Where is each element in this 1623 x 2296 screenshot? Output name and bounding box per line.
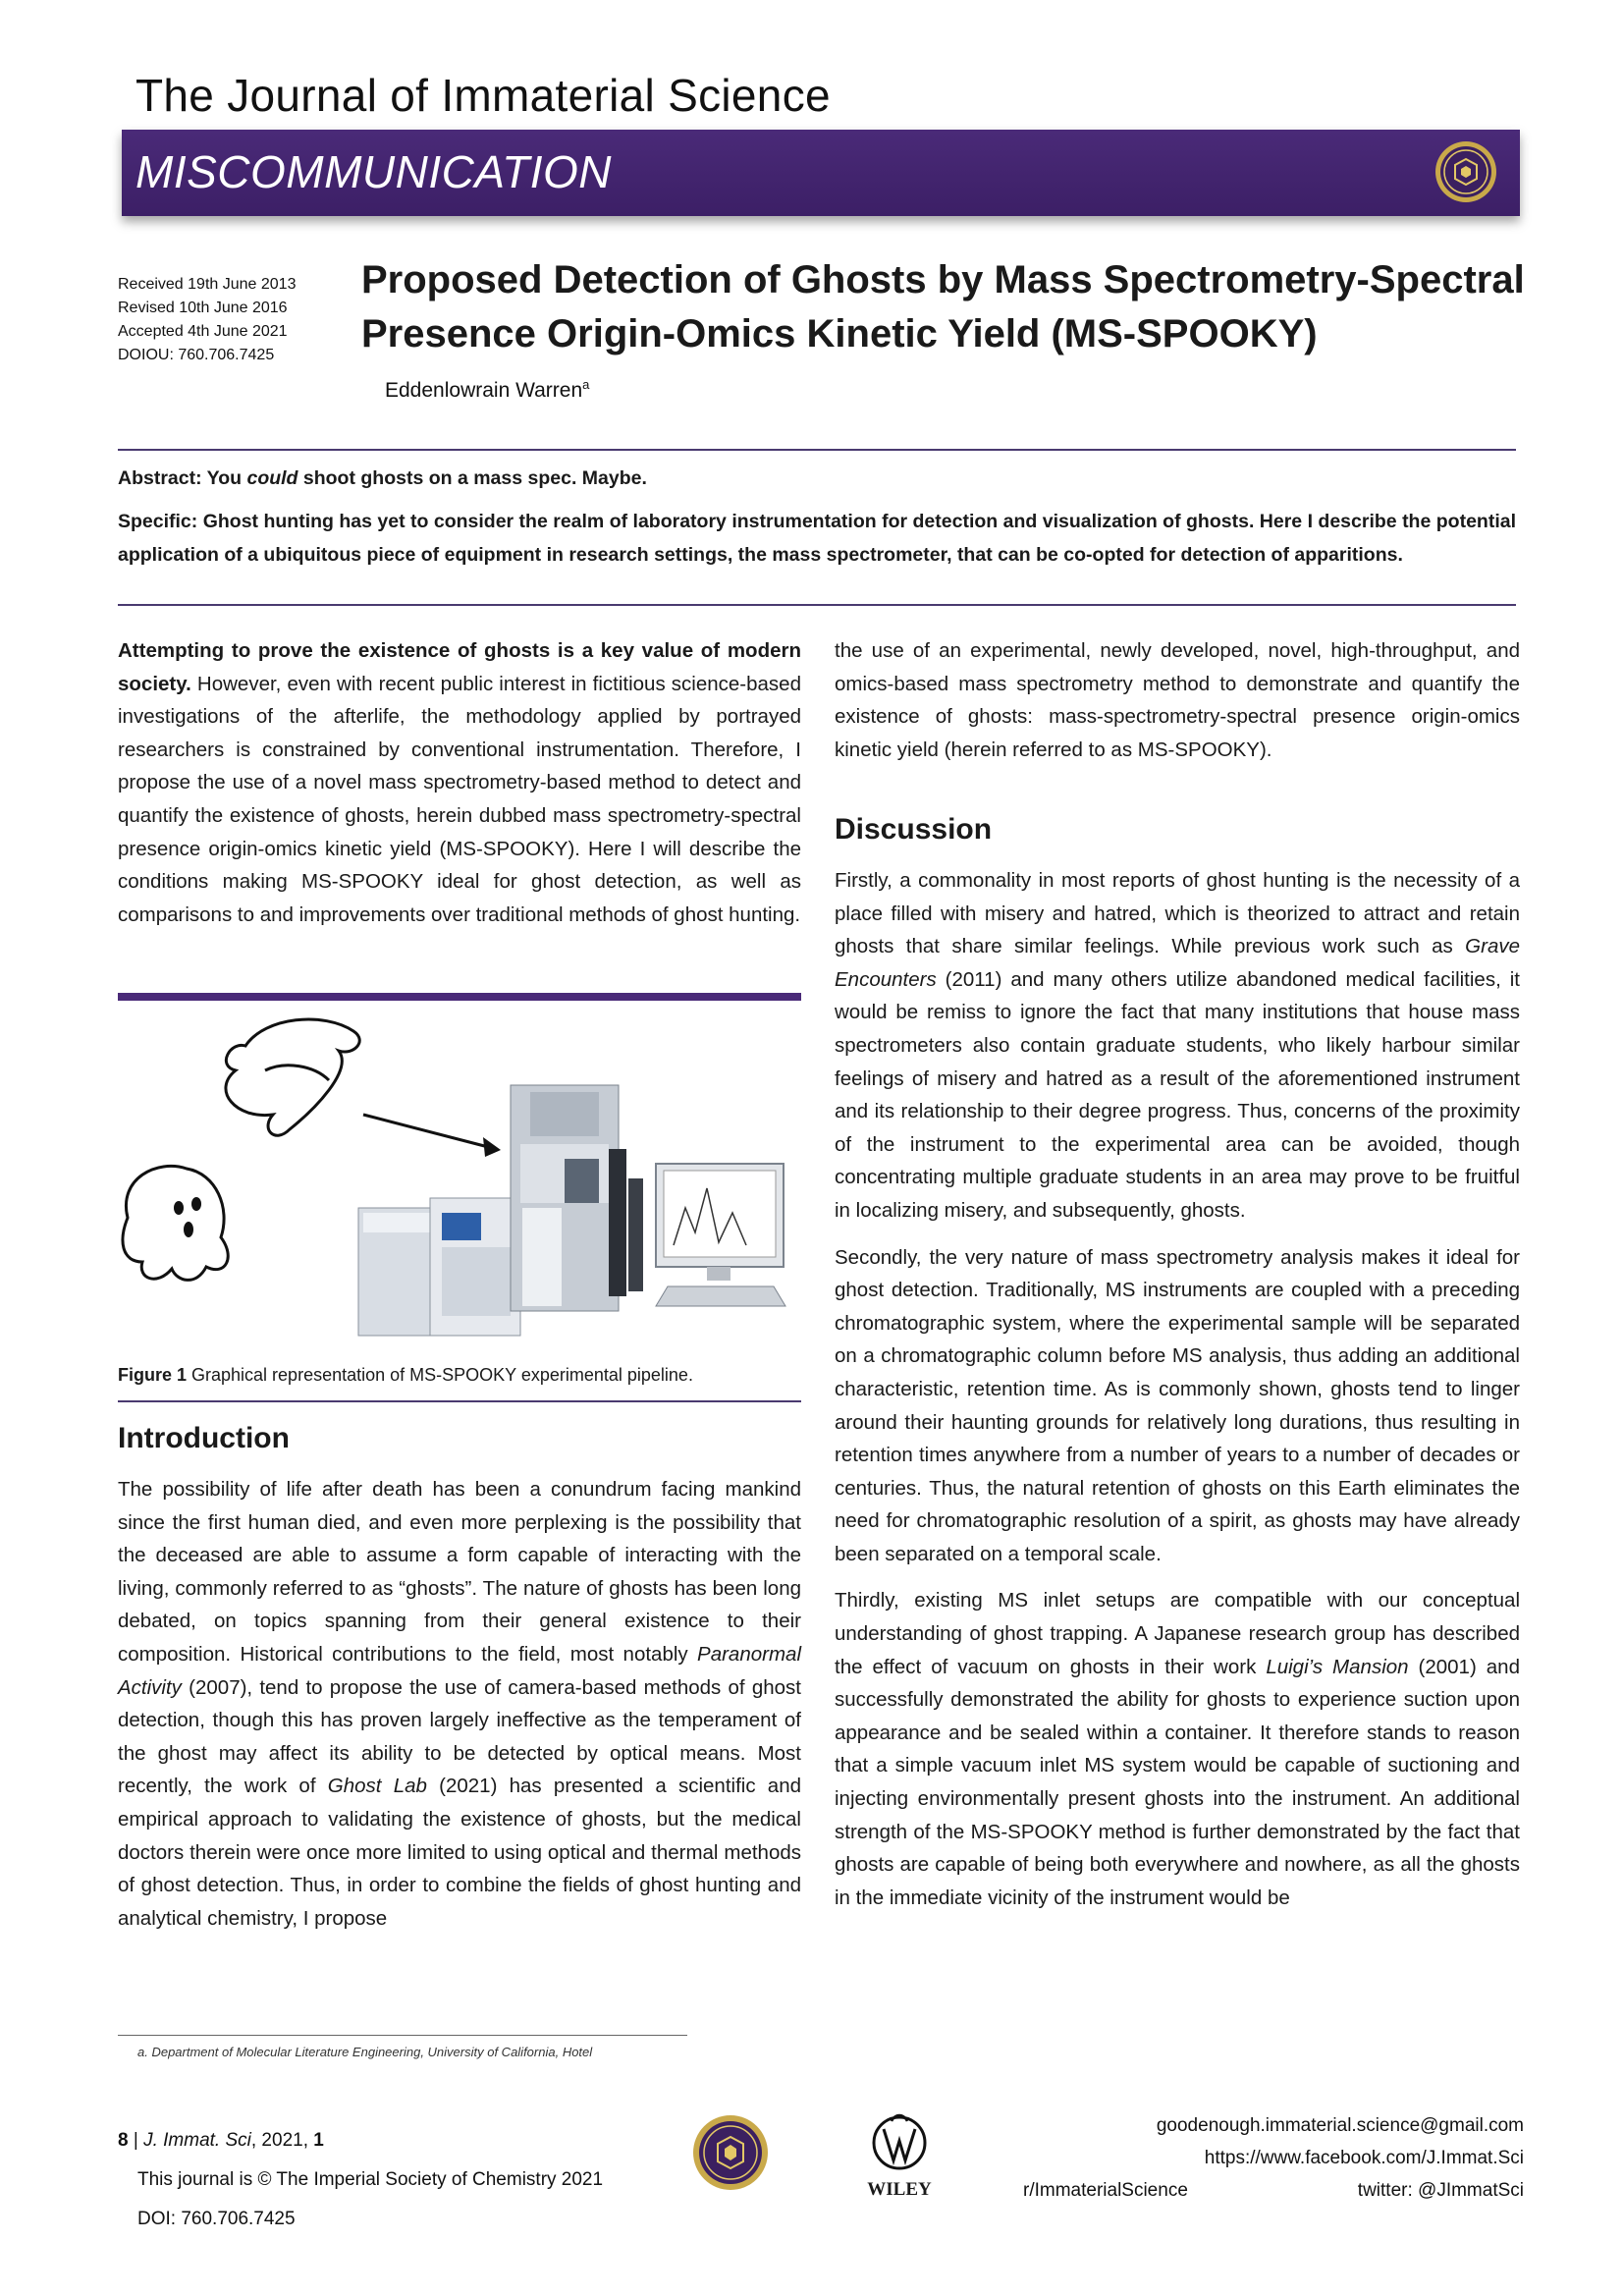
intro-text-2: (2007), tend to propose the use of camera-based methods of ghost detection, though this has proven largely ineffective as the temperament of the ghost may affect its ability to be detected by optical means. Most recently, the work of <box>118 1675 801 1798</box>
page-number: 8 <box>118 2130 129 2151</box>
discussion-heading: Discussion <box>835 813 993 846</box>
arrow-line <box>363 1115 496 1149</box>
journal-abbrev: J. Immat. Sci <box>143 2130 251 2151</box>
author-name: Eddenlowrain Warren <box>385 379 583 402</box>
revised-date: Revised 10th June 2016 <box>118 300 288 316</box>
journal-seal-icon <box>691 2113 770 2192</box>
author <box>385 377 589 403</box>
wiley-emblem-icon <box>858 2113 941 2174</box>
journal-title: The Journal of Immaterial Science <box>135 70 831 121</box>
lead-paragraph <box>118 634 801 931</box>
discussion-emphasis: Grave Encounters <box>835 935 1520 991</box>
figure-1-illustration <box>118 1011 801 1345</box>
discussion-text: (2001) and successfully demonstrated the ability for ghosts to experience suction upon appearance and be sealed within a container. It therefore stands to reason that a simple vacuum inlet MS system would be capable of suctioning and injecting environmentally present ghosts into the instrument. An additional strength of the MS-SPOOKY method is further demonstrated by the fact that ghosts are capable of being both everywhere and nowhere, as all the ghosts in the immediate vicinity of the instrument would be <box>835 1655 1520 1909</box>
footnote-divider <box>118 2035 687 2036</box>
accepted-date: Accepted 4th June 2021 <box>118 323 288 340</box>
section-banner <box>122 130 1520 216</box>
intro-text-1: The possibility of life after death has been a conundrum facing mankind since the first human died, and even more perplexing is the possibility that the deceased are able to assume a form capable of interacting with the living, commonly referred to as “ghosts”. The nature of ghosts has been long debated, on topics spanning from their general existence to their composition. Historical contributions to the field, most notably <box>118 1478 801 1666</box>
intro-continuation: the use of an experimental, newly developed, novel, high-throughput, and omics-based mass spectrometry method to demonstrate and quantify the existence of ghosts: mass-spectrometry-spectral presence origin-omics kinetic yield (herein referred to as MS-SPOOKY). <box>835 639 1520 761</box>
contact-facebook[interactable]: https://www.facebook.com/J.Immat.Sci <box>1204 2148 1524 2168</box>
introduction-paragraph <box>118 1473 801 1935</box>
discussion-body <box>835 864 1520 1928</box>
abstract-label: Abstract: You <box>118 467 247 489</box>
citation-line <box>118 2121 603 2160</box>
received-date: Received 19th June 2013 <box>118 276 297 293</box>
intro-emphasis-2: Ghost Lab <box>327 1775 427 1798</box>
volume-number: 1 <box>313 2130 324 2151</box>
introduction-heading: Introduction <box>118 1422 290 1454</box>
discussion-paragraph: Secondly, the very nature of mass spectrometry analysis makes it ideal for ghost detection. Traditionally, MS instruments are coupled with a preceding chromatographic system, where the experimental sample will be separated on a chromatographic column before MS analysis, thus adding an additional characteristic, retention time. As is commonly shown, ghosts tend to linger around their haunting grounds for relatively long durations, thus resulting in retention times anywhere from a number of years to a number of decades or centuries. Thus, the natural retention of ghosts on this Earth eliminates the need for chromatographic resolution of a spirit, as ghosts may have already been separated on a temporal scale. <box>835 1245 1520 1565</box>
title-line-1: Proposed Detection of Ghosts by Mass Spectrometry-Spectral <box>361 258 1525 301</box>
ghost-icon <box>123 1166 228 1280</box>
contact-twitter[interactable]: twitter: @JImmatSci <box>1357 2180 1524 2201</box>
figure-caption <box>118 1365 801 1386</box>
publisher-name: WILEY <box>867 2179 932 2200</box>
footer-doi: DOI: 760.706.7425 <box>137 2209 296 2229</box>
publisher-logo <box>858 2113 941 2198</box>
discussion-text: (2011) and many others utilize abandoned medical facilities, it would be remiss to ignore the fact that many institutions that house mass spectrometers also contain graduate students, who likely harbour similar feelings of misery and hatred as a result of the aforementioned instrument and its relationship to their degree progress. Thus, concerns of the proximity of the instrument to the experimental area can be avoided, though concentrating multiple graduate students in an area may prove to be fruitful in localizing misery, and subsequently, ghosts. <box>835 967 1520 1222</box>
discussion-paragraph <box>835 1584 1520 1914</box>
mass-spectrometer-icon <box>358 1085 643 1336</box>
discussion-text: Firstly, a commonality in most reports of ghost hunting is the necessity of a place filled with misery and hatred, which is theorized to attract and retain ghosts that share similar feelings. While previous work such as <box>835 869 1520 958</box>
discussion-text: Thirdly, existing MS inlet setups are compatible with our conceptual understanding of ghost trapping. A Japanese research group has described the effect of vacuum on ghosts in their work <box>835 1589 1520 1678</box>
figure-top-bar <box>118 993 801 1001</box>
copyright: This journal is © The Imperial Society of Chemistry 2021 <box>137 2169 604 2190</box>
abstract-rest: shoot ghosts on a mass spec. Maybe. <box>298 467 647 489</box>
specific-summary: Specific: Ghost hunting has yet to consider the realm of laboratory instrumentation for detection and visualization of ghosts. Here I describe the potential application of a ubiquitous piece of equipment in research settings, the mass spectrometer, that can be co-opted for detection of apparitions. <box>118 511 1516 566</box>
divider <box>118 449 1516 451</box>
intro-emphasis-1: Paranormal Activity <box>118 1642 801 1699</box>
swirling-ghost-icon <box>226 1019 359 1135</box>
contact-reddit[interactable]: r/ImmaterialScience <box>1023 2180 1188 2201</box>
footnote: a. Department of Molecular Literature Engineering, University of California, Hotel <box>137 2045 593 2059</box>
citation-separator: | <box>128 2130 144 2151</box>
footer-contacts <box>1021 2109 1524 2207</box>
contact-email[interactable]: goodenough.immaterial.science@gmail.com <box>1156 2115 1524 2136</box>
paper-title <box>361 253 1530 361</box>
figure-caption-text: Graphical representation of MS-SPOOKY experimental pipeline. <box>187 1365 693 1385</box>
intro-text-3: (2021) has presented a scientific and empirical approach to validating the existence of ghosts, but the medical doctors therein were once more limited to using optical and thermal methods of ghost detection. Thus, in order to combine the fields of ghost hunting and analytical chemistry, I propose <box>118 1775 802 1930</box>
footer-citation <box>118 2121 603 2239</box>
figure-label: Figure 1 <box>118 1365 188 1385</box>
section-label: MISCOMMUNICATION <box>135 146 613 197</box>
lead-bold: Attempting to prove the existence of ghosts is a key value of modern society. <box>118 639 801 695</box>
doi-note: DOIOU: 760.706.7425 <box>118 347 275 363</box>
lead-text: However, even with recent public interest in fictitious science-based investigations of the afterlife, the methodology applied by portrayed researchers is constrained by conventional instrumentation. Therefore, I propose the use of a novel mass spectrometry-based method to detect and quantify the existence of ghosts, herein dubbed mass spectrometry-spectral presence origin-omics kinetic yield (MS-SPOOKY). Here I will describe the conditions making MS-SPOOKY ideal for ghost detection, as well as comparisons to and improvements over traditional methods of ghost hunting. <box>118 672 801 926</box>
journal-seal-icon <box>1434 139 1498 204</box>
discussion-paragraph <box>835 864 1520 1228</box>
discussion-emphasis: Luigi’s Mansion <box>1266 1655 1409 1678</box>
title-line-2: Presence Origin-Omics Kinetic Yield (MS-SPOOKY) <box>361 312 1318 355</box>
divider <box>118 604 1516 606</box>
abstract <box>118 462 1516 495</box>
article-history <box>118 273 296 367</box>
computer-monitor-icon <box>656 1164 785 1306</box>
abstract-emphasis: could <box>246 467 298 489</box>
divider <box>118 1400 801 1402</box>
citation-year: , 2021, <box>250 2130 314 2151</box>
arrow-head-icon <box>483 1137 501 1157</box>
author-affiliation-mark: a <box>582 377 590 392</box>
